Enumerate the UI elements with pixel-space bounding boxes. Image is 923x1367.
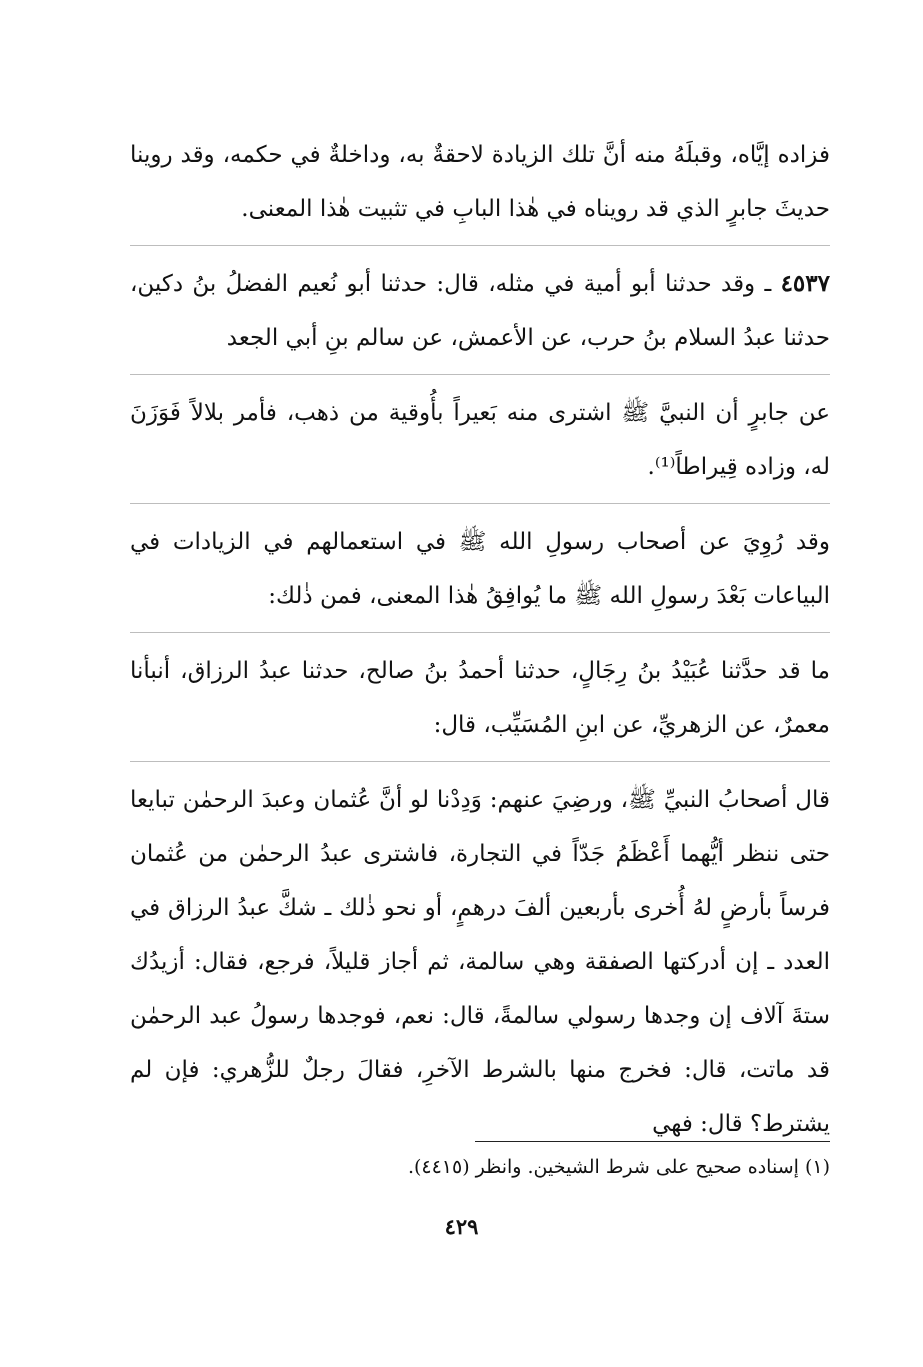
hadith-number: ٤٥٣٧ (780, 270, 830, 297)
paragraph-3 (130, 386, 830, 504)
paragraph-text: عن جابرٍ أن النبيَّ ﷺ اشترى منه بَعيراً بأُوقية من ذهب، فأمر بلالاً فَوَزَنَ له، وزاده قِيراطاً⁽¹⁾. (130, 400, 830, 480)
page-number: ٤٢٩ (444, 1214, 479, 1239)
paragraph-text: وقد رُوِيَ عن أصحاب رسولِ الله ﷺ في استعمالهم في الزيادات في البياعات بَعْدَ رسولِ الله ﷺ ما يُوافِقُ هٰذا المعنى، فمن ذٰلك: (130, 529, 831, 609)
paragraph-text: فزاده إيَّاه، وقبلَهُ منه أنَّ تلك الزيادة لاحقةٌ به، وداخلةٌ في حكمه، وقد روينا حديثَ جابرٍ الذي قد رويناه في هٰذا البابِ في تثبيت هٰذا المعنى. (130, 142, 830, 222)
footnote: (١) إسناده صحيح على شرط الشيخين. وانظر (٤٤١٥). (407, 1156, 830, 1178)
paragraph-6 (130, 773, 830, 1160)
paragraph-5 (130, 644, 830, 762)
paragraph-text: ما قد حدَّثنا عُبَيْدُ بنُ رِجَالٍ، حدثنا أحمدُ بنُ صالح، حدثنا عبدُ الرزاق، أنبأنا معمرٌ، عن الزهريِّ، عن ابنِ المُسَيِّب، قال: (130, 658, 830, 738)
paragraph-1 (130, 128, 830, 246)
footnote-divider (475, 1141, 830, 1142)
paragraph-text: قال أصحابُ النبيِّ ﷺ، ورضِيَ عنهم: وَدِدْنا لو أنَّ عُثمان وعبدَ الرحمٰن تبايعا حتى ننظر أيُّهما أَعْظَمُ جَدّاً في التجارة، فاشترى عبدُ الرحمٰن من عُثمان فرساً بأرضٍ لهُ أُخرى بأربعين ألفَ درهمٍ، أو نحو ذٰلك ـ شكَّ عبدُ الرزاق في العدد ـ إن أدركتها الصفقة وهي سالمة، ثم أجاز قليلاً، فرجع، فقال: أزيدُك ستةَ آلاف إن وجدها رسولي سالمةً، قال: نعم، فوجدها رسولُ عبد الرحمٰن قد ماتت، قال: فخرج منها بالشرط الآخرِ، فقالَ رجلٌ للزُّهري: فإن لم يشترط؟ قال: فهي (130, 787, 830, 1137)
paragraph-4 (130, 515, 830, 633)
paragraph-text: ـ وقد حدثنا أبو أمية في مثله، قال: حدثنا أبو نُعيم الفضلُ بنُ دكين، حدثنا عبدُ السلام بنُ حرب، عن الأعمش، عن سالم بنِ أبي الجعد (130, 271, 830, 351)
main-text (130, 128, 830, 1171)
paragraph-hadith-4537 (130, 257, 830, 375)
